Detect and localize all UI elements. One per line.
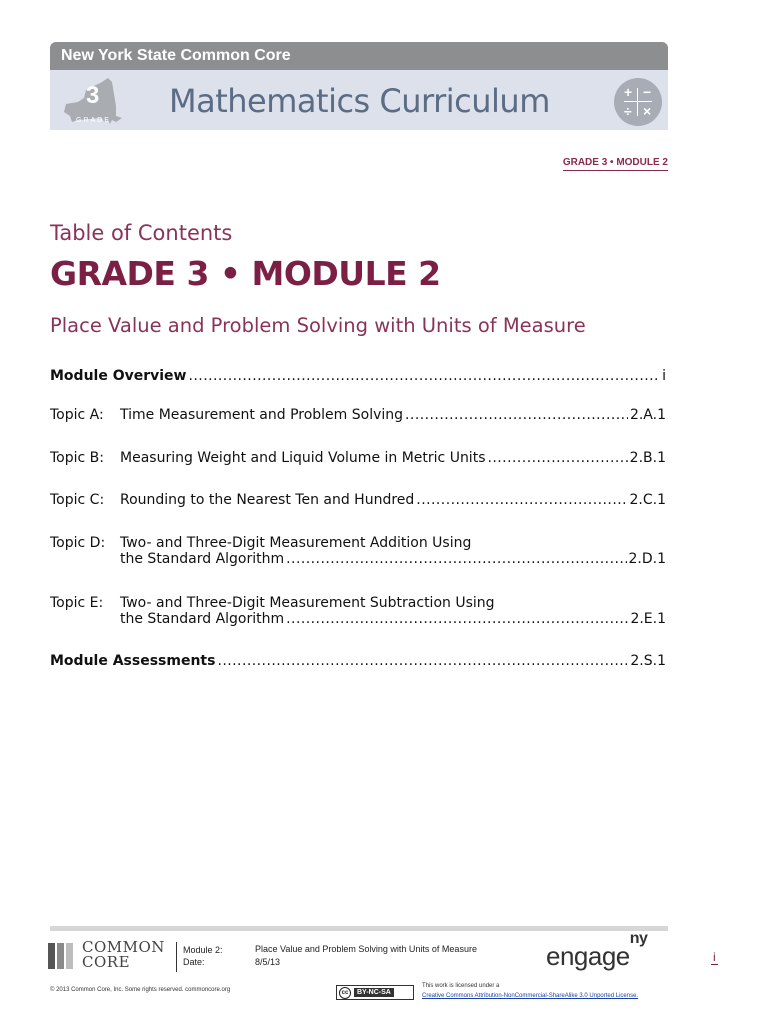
grade-number: 3 bbox=[86, 82, 100, 109]
logo-line2: CORE bbox=[82, 953, 131, 971]
toc-entry-page: 2.D.1 bbox=[628, 551, 666, 567]
topic-label: Topic B: bbox=[50, 450, 104, 466]
toc-entry-label: Module Overview bbox=[50, 368, 187, 384]
cc-license-badge[interactable] bbox=[336, 985, 414, 1000]
ny-state-icon bbox=[56, 74, 126, 128]
date-value: 8/5/13 bbox=[255, 957, 281, 967]
topic-label: Topic C: bbox=[50, 492, 105, 508]
state-banner: New York State Common Core bbox=[50, 42, 668, 70]
license-text: This work is licensed under a bbox=[422, 983, 500, 989]
engageny-logo: engage$^{ny}$ bbox=[546, 930, 648, 971]
grade-word: GRADE bbox=[76, 117, 111, 124]
toc-entry-topic-d[interactable] bbox=[50, 535, 666, 567]
toc-entry-topic-c[interactable] bbox=[50, 492, 666, 508]
topic-title: Time Measurement and Problem Solving bbox=[120, 407, 404, 423]
topic-title: Measuring Weight and Liquid Volume in Metric Units bbox=[120, 450, 486, 466]
leader-dots bbox=[487, 450, 627, 466]
leader-dots bbox=[286, 611, 628, 627]
topic-title: Two- and Three-Digit Measurement Subtraction Using bbox=[120, 595, 495, 611]
toc-entry-label: Module Assessments bbox=[50, 653, 216, 669]
toc-entry-page: i bbox=[662, 368, 666, 384]
topic-label: Topic E: bbox=[50, 595, 104, 611]
topic-title-line2: the Standard Algorithm bbox=[120, 551, 285, 567]
leader-dots bbox=[416, 492, 627, 508]
plus-minus-divide-times-icon: + − ÷ × bbox=[614, 78, 662, 126]
topic-title: Rounding to the Nearest Ten and Hundred bbox=[120, 492, 415, 508]
leader-dots bbox=[405, 407, 628, 423]
toc-entry-topic-a[interactable] bbox=[50, 407, 666, 423]
common-core-logo bbox=[48, 940, 168, 974]
footer-rule bbox=[50, 926, 668, 931]
toc-entry-overview[interactable] bbox=[50, 368, 666, 384]
topic-title: Two- and Three-Digit Measurement Addition Using bbox=[120, 535, 472, 551]
leader-dots bbox=[189, 368, 661, 384]
module-key: Module 2: bbox=[183, 945, 223, 955]
toc-entry-page: 2.C.1 bbox=[629, 492, 666, 508]
common-core-bars-icon bbox=[48, 943, 75, 974]
toc-entry-topic-e[interactable] bbox=[50, 595, 666, 627]
module-value: Place Value and Problem Solving with Units of Measure bbox=[255, 944, 477, 954]
curriculum-title: Mathematics Curriculum bbox=[169, 82, 550, 120]
toc-entry-page: 2.B.1 bbox=[629, 450, 666, 466]
leader-dots bbox=[217, 653, 628, 669]
cc-icon: cc bbox=[339, 987, 351, 999]
module-title: GRADE 3 • MODULE 2 bbox=[50, 254, 441, 293]
toc-entry-page: 2.E.1 bbox=[630, 611, 666, 627]
toc-entry-page: 2.A.1 bbox=[629, 407, 666, 423]
leader-dots bbox=[286, 551, 626, 567]
toc-entry-page: 2.S.1 bbox=[630, 653, 666, 669]
license-link[interactable]: Creative Commons Attribution-NonCommercial-ShareAlike 3.0 Unported License. bbox=[422, 993, 639, 999]
topic-title-line2: the Standard Algorithm bbox=[120, 611, 285, 627]
grade-module-tag: GRADE 3 • MODULE 2 bbox=[563, 157, 668, 171]
page-number: i bbox=[713, 950, 716, 964]
footer-divider bbox=[176, 942, 177, 972]
module-subtitle: Place Value and Problem Solving with Units of Measure bbox=[50, 314, 586, 337]
topic-label: Topic D: bbox=[50, 535, 106, 551]
copyright: © 2013 Common Core, Inc. Some rights reserved. commoncore.org bbox=[50, 987, 231, 993]
date-key: Date: bbox=[183, 957, 205, 967]
toc-entry-topic-b[interactable] bbox=[50, 450, 666, 466]
topic-label: Topic A: bbox=[50, 407, 104, 423]
toc-label: Table of Contents bbox=[50, 221, 233, 245]
toc-entry-assessments[interactable] bbox=[50, 653, 666, 669]
logo-line1: COMMON bbox=[82, 938, 165, 956]
cc-badge-text: BY-NC-SA bbox=[354, 988, 394, 997]
header-bar bbox=[50, 70, 668, 130]
